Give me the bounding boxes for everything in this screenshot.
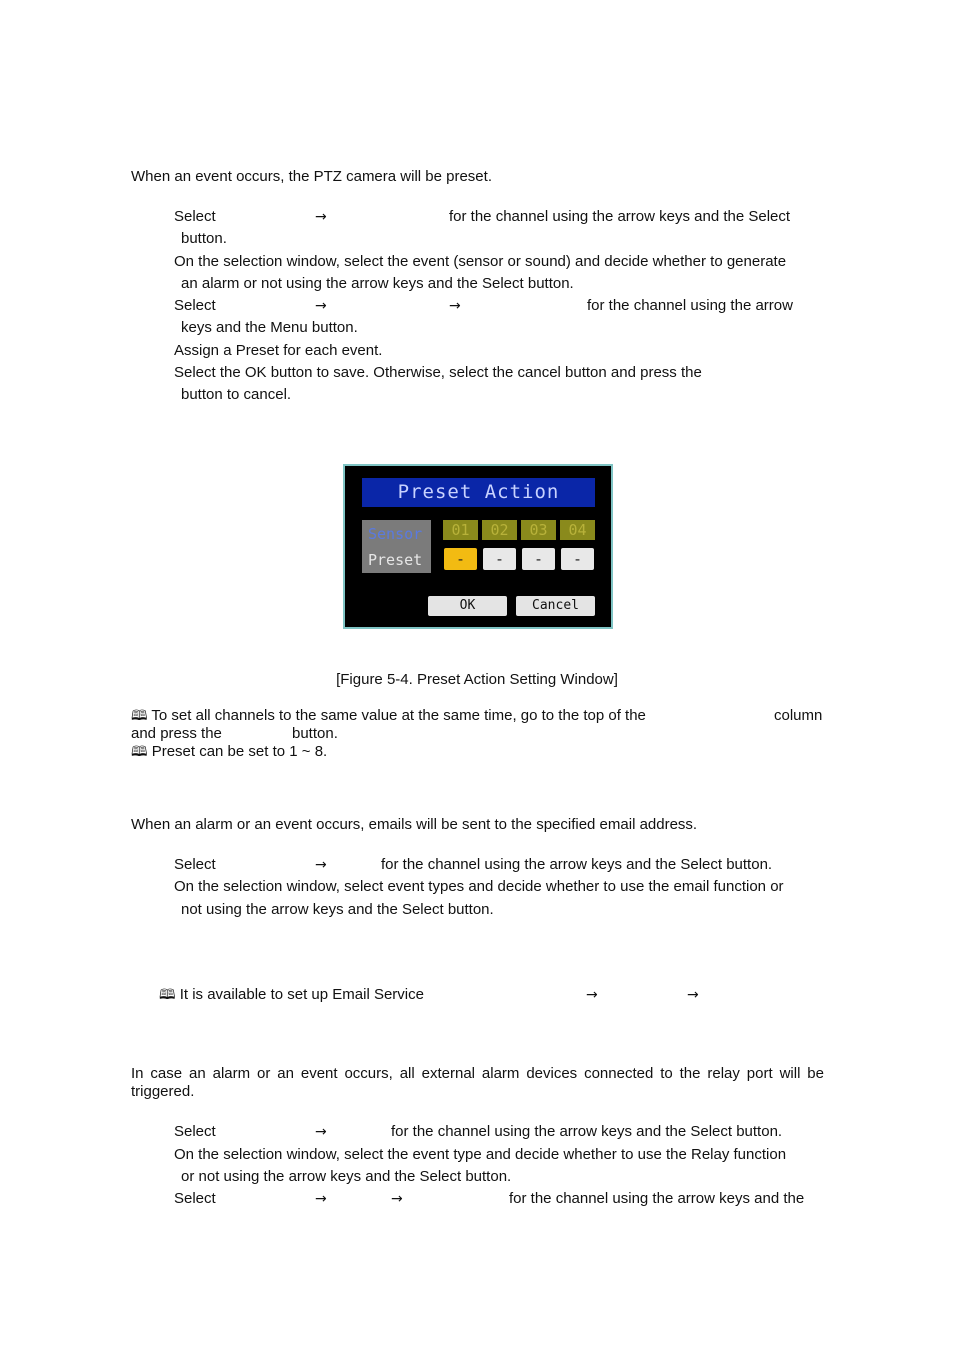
relay-step2-text: On the selection window, select the event type and decide whether to use the Relay function [174,1146,787,1163]
relay-step3-select: Select [174,1190,216,1207]
email-intro: When an alarm or an event occurs, emails will be sent to the specified email address. [131,816,698,833]
email-note: 🕮 It is available to set up Email Service [159,986,424,1003]
note1-line2-start: and press the [131,725,222,742]
preset-step3-select: Select [174,297,216,314]
dialog-title: Preset Action [362,478,595,507]
note1-line1-start: 🕮 To set all channels to the same value at the same time, go to the top of the [131,707,646,724]
email-step1-text: for the channel using the arrow keys and the Select button. [381,856,773,873]
preset-step2-cont: an alarm or not using the arrow keys and the Select button. [181,275,574,292]
channel-header-01[interactable]: 01 [443,520,478,540]
relay-step3-text: for the channel using the arrow keys and the [509,1190,805,1207]
right-arrow-icon: → [687,987,699,1003]
cancel-button[interactable]: Cancel [516,596,595,616]
right-arrow-icon: → [449,298,461,314]
right-arrow-icon: → [315,209,327,225]
right-arrow-icon: → [586,987,598,1003]
book-icon: 🕮 [159,987,176,1003]
preset-value-04[interactable]: - [561,548,594,570]
preset-row-label: Preset [368,551,423,569]
preset-step1-cont: button. [181,230,227,247]
preset-value-01[interactable]: - [444,548,477,570]
sensor-row-label: Sensor [368,525,423,543]
figure-caption: [Figure 5-4. Preset Action Setting Window] [336,671,618,688]
channel-header-02[interactable]: 02 [482,520,517,540]
preset-step1-select: Select [174,208,216,225]
preset-step4-text: Assign a Preset for each event. [174,342,383,359]
right-arrow-icon: → [315,1124,327,1140]
email-step2-cont: not using the arrow keys and the Select button. [181,901,494,918]
preset-step2-text: On the selection window, select the event (sensor or sound) and decide whether to generate [174,253,787,270]
preset-step1-text: for the channel using the arrow keys and the Select [449,208,791,225]
note1-column-word: column [774,707,823,724]
note2: 🕮 Preset can be set to 1 ~ 8. [131,743,328,760]
row-label-box [362,520,431,573]
book-icon: 🕮 [131,744,148,760]
email-step1-select: Select [174,856,216,873]
preset-step3-text: for the channel using the arrow [587,297,793,314]
preset-step3-cont: keys and the Menu button. [181,319,358,336]
note1-line2-end: button. [292,725,338,742]
right-arrow-icon: → [315,1191,327,1207]
preset-value-03[interactable]: - [522,548,555,570]
right-arrow-icon: → [315,857,327,873]
preset-step5-text: Select the OK button to save. Otherwise, select the cancel button and press the [174,364,702,381]
ok-button[interactable]: OK [428,596,507,616]
preset-step5-cont: button to cancel. [181,386,292,403]
preset-value-02[interactable]: - [483,548,516,570]
right-arrow-icon: → [315,298,327,314]
relay-step1-select: Select [174,1123,216,1140]
book-icon: 🕮 [131,708,148,724]
preset-action-dialog [343,464,613,629]
relay-intro-line1: In case an alarm or an event occurs, all external alarm devices connected to the relay port will be [131,1065,824,1082]
relay-step2-cont: or not using the arrow keys and the Select button. [181,1168,512,1185]
right-arrow-icon: → [391,1191,403,1207]
channel-header-03[interactable]: 03 [521,520,556,540]
relay-step1-text: for the channel using the arrow keys and the Select button. [391,1123,783,1140]
preset-intro: When an event occurs, the PTZ camera will be preset. [131,168,492,185]
relay-intro-line2: triggered. [131,1083,195,1100]
email-step2-text: On the selection window, select event types and decide whether to use the email function or [174,878,784,895]
channel-header-04[interactable]: 04 [560,520,595,540]
